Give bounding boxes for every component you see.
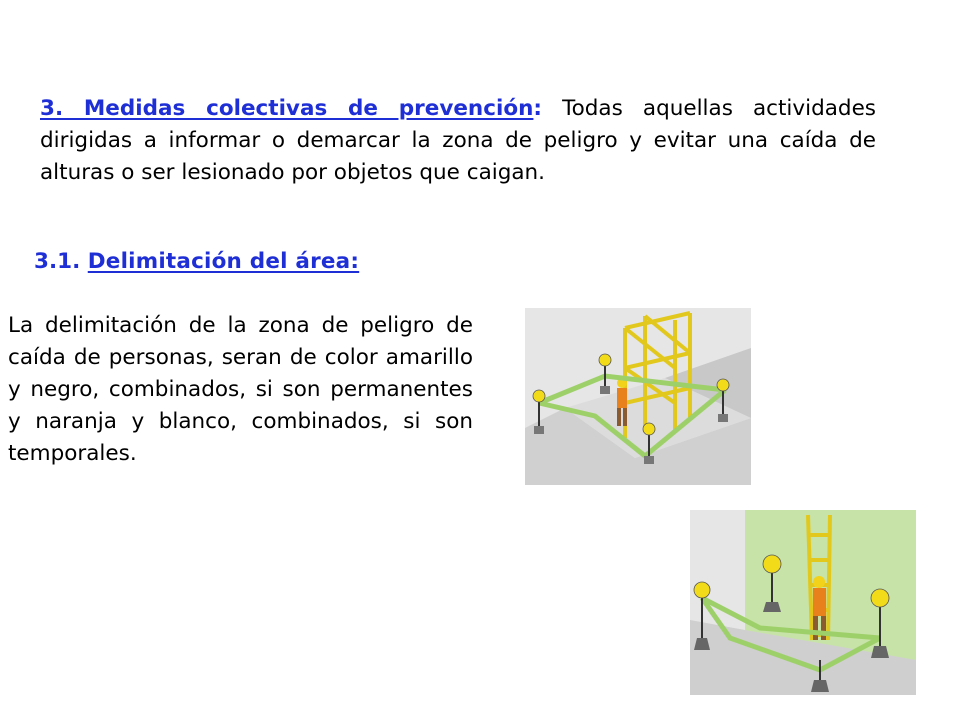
section-3-1-body: La delimitación de la zona de peligro de caída de personas, seran de color amarillo y negro, combinados, si son permanentes y naranja y blanco, combinados, si son temporales. [8,313,473,466]
section-3-title-colon: : [533,96,543,121]
section-3-body: Todas aquellas actividades dirigidas a informar o demarcar la zona de peligro y evitar una caída de alturas o ser lesionado por objetos que caigan. [40,96,877,185]
section-3-title-link[interactable]: 3. Medidas colectivas de prevención [40,96,534,121]
ladder-barrier-illustration [690,510,916,695]
section-3-1-number: 3.1. [34,249,88,274]
scaffold-barrier-illustration [525,308,751,485]
section-3-paragraph [40,93,876,189]
section-3-1-heading [34,246,359,278]
section-3-1-title-link[interactable]: Delimitación del área: [87,249,360,274]
